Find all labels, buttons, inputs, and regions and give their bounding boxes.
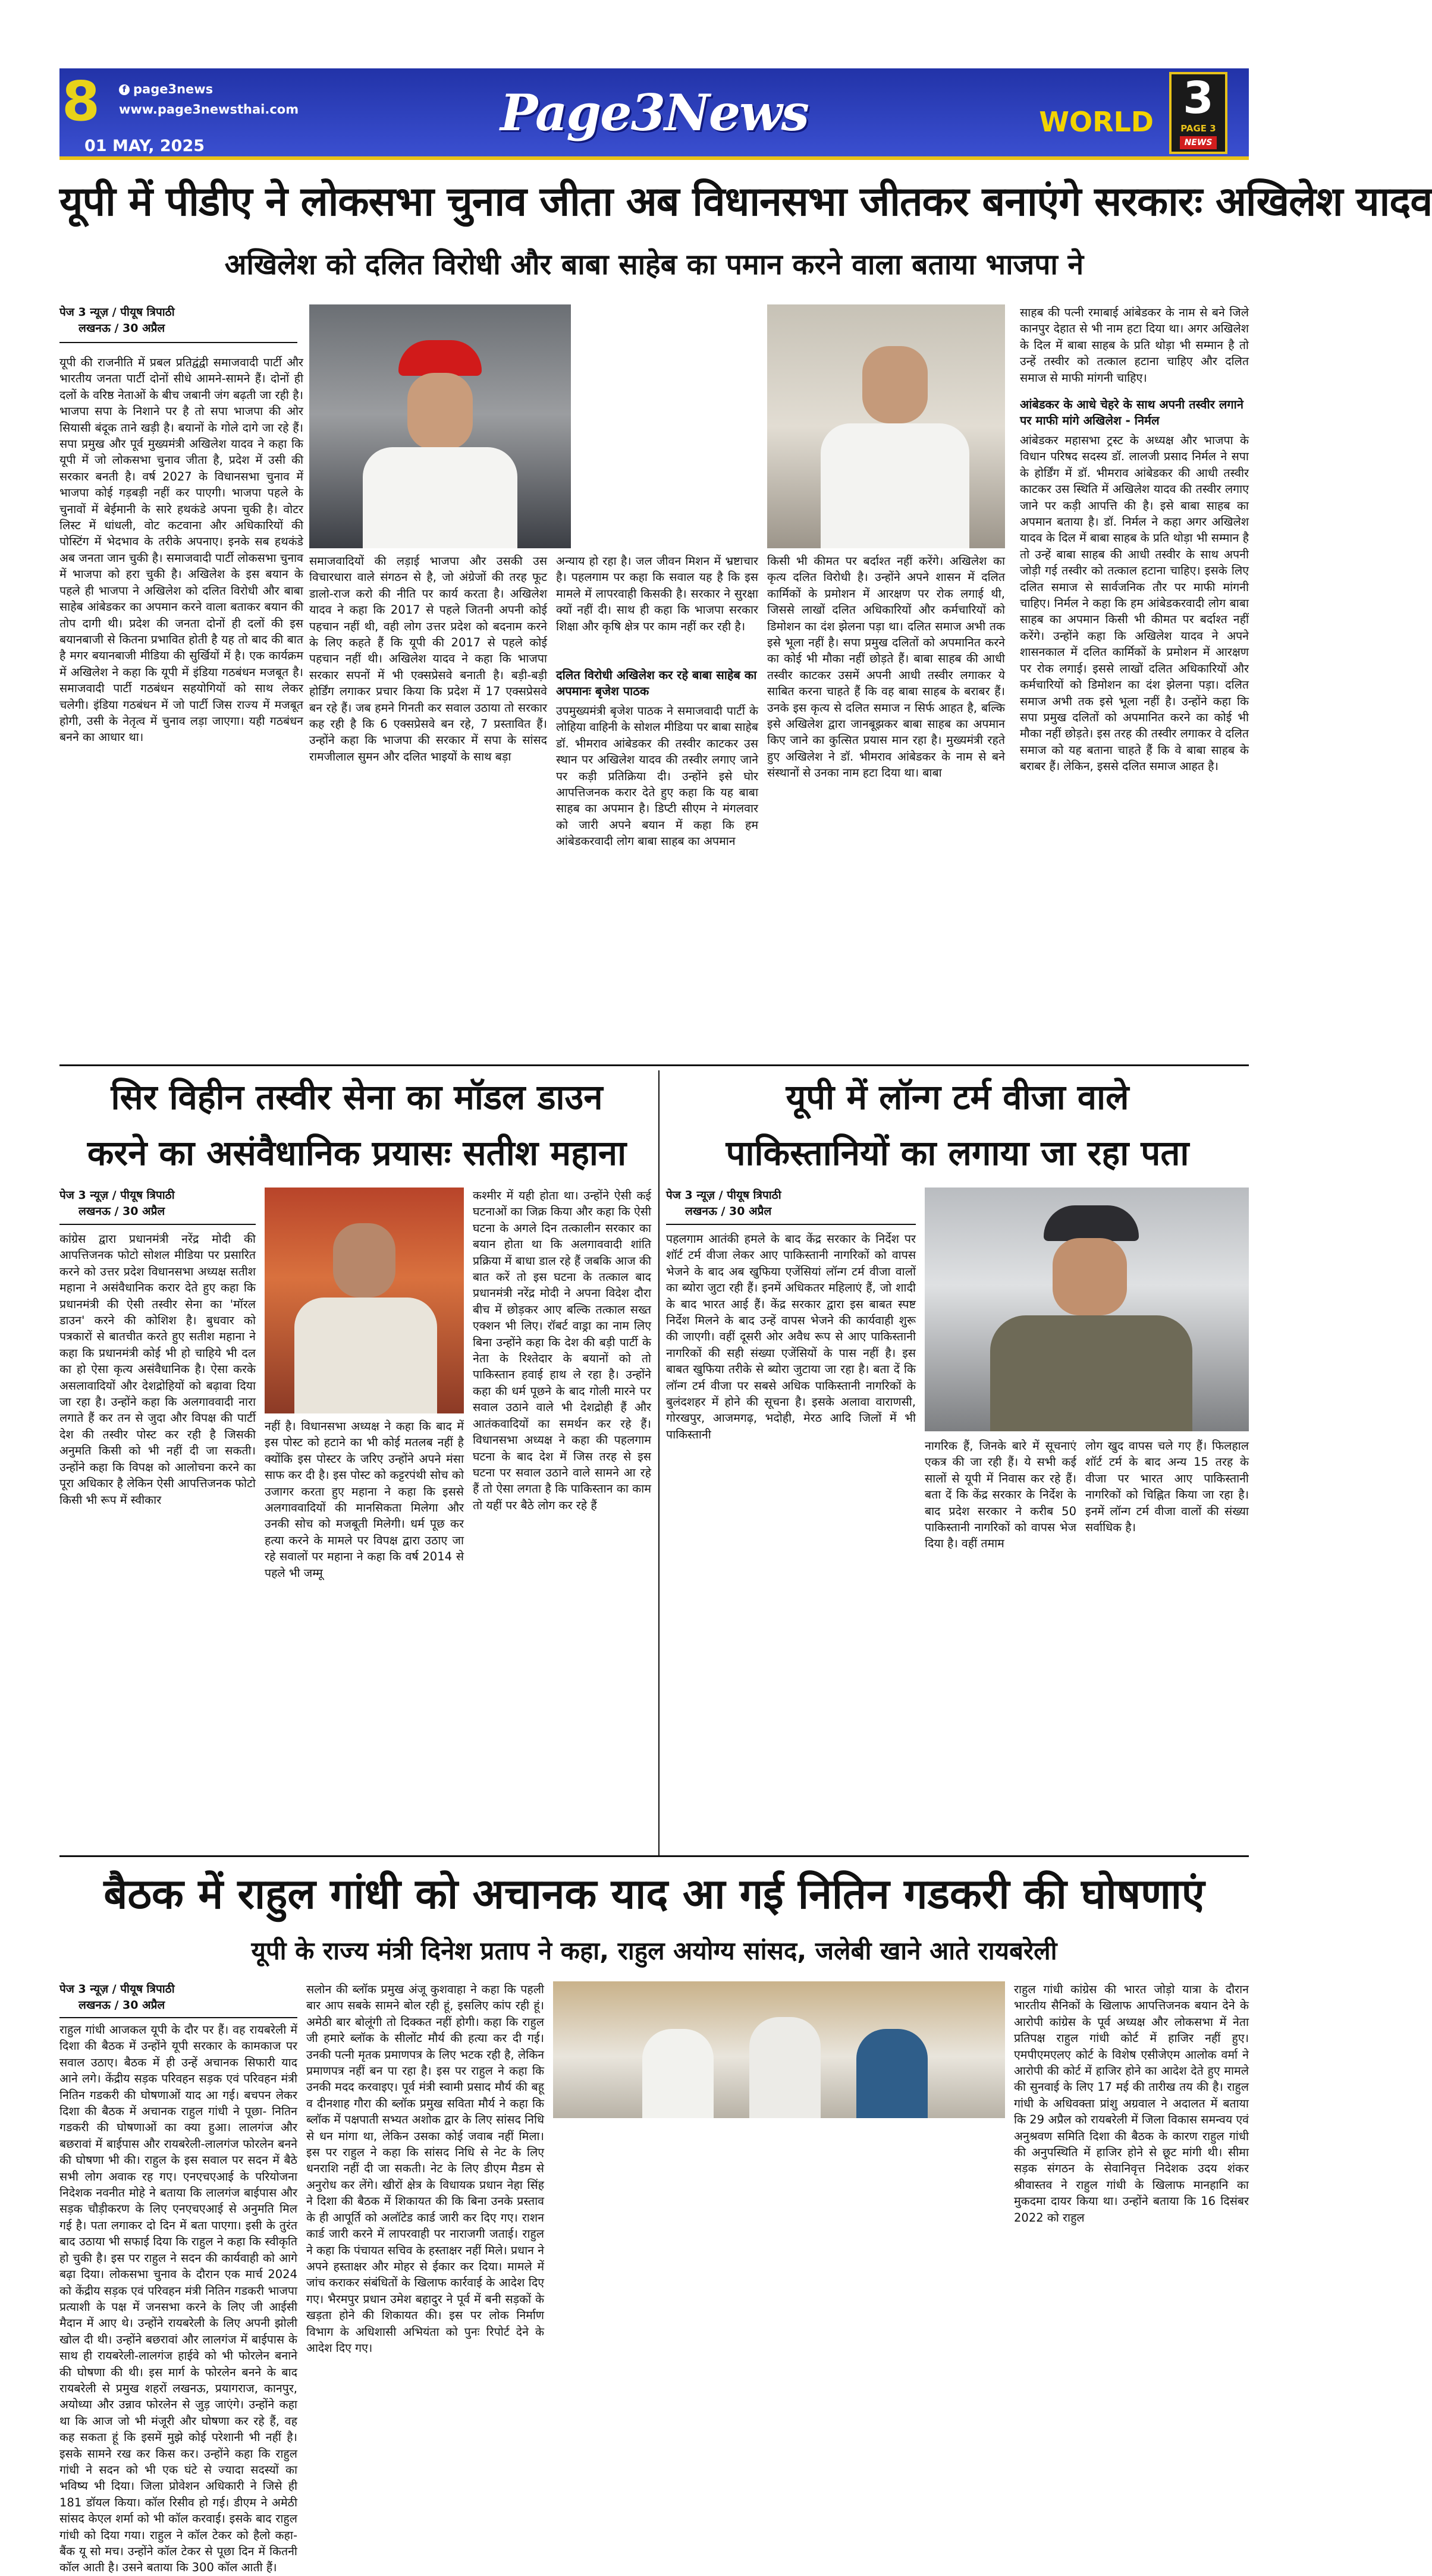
photo-body — [294, 1298, 437, 1413]
story2-column-3: कश्मीर में यही होता था। उन्होंने ऐसी कई घटनाओं का जिक्र किया और कहा कि ऐसी घटना के अगले दिन तत्कालीन सरकार का बयान होता था कि अलगाववादी शांति प्रक्रिया में बाधा डाल रहे हैं जबकि आज की बात करें तो इस घटना के तत्काल बाद प्रधानमंत्री नरेंद्र मोदी ने अपना विदेश दौरा बीच में छोड़कर आए बल्कि तत्काल सख्त एक्शन भी लिए। रॉबर्ट वाड्रा का नाम लिए बिना उन्होंने कहा कि देश की बड़ी पार्टी के नेता के रिश्तेदार के बयानों को तो पाकिस्तान हवाई हाथ ले रहा है। उन्होंने कहा की धर्म पूछने के बाद गोली मारने पर सवाल उठाने वाले भी देशद्रोही हैं और आतंकवादियों का समर्थन कर रहे हैं। विधानसभा अध्यक्ष ने कहा की पहलगाम घटना के बाद देश में जिस तरह से इस घटना पर सवाल उठाने वाले सामने आ रहे हैं तो ऐसा लगता है कि पाकिस्तान का काम तो यहीं पर बैठे लोग कर रहे हैं — [473, 1189, 651, 1512]
story1-subheadline: अखिलेश को दलित विरोधी और बाबा साहेब का पमान करने वाला बताया भाजपा ने — [224, 248, 1084, 281]
story4-subheadline: यूपी के राज्य मंत्री दिनेश प्रताप ने कहा, राहुल अयोग्य सांसद, जलेबी खाने आते रायबरेली — [251, 1936, 1057, 1965]
photo-figure — [749, 2017, 821, 2118]
newspaper-logo: Page3News — [500, 83, 808, 142]
story1-column-3-subhead: दलित विरोधी अखिलेश कर रहे बाबा साहेब का अपमानः बृजेश पाठक — [556, 668, 757, 698]
badge-page-text: PAGE 3 — [1180, 123, 1216, 134]
photo-face — [407, 373, 473, 450]
photo-figure — [856, 2029, 928, 2118]
satish-mahana-photo — [265, 1188, 464, 1413]
story1-byline-dateline: लखनऊ / 30 अप्रैल — [78, 322, 165, 335]
story1-byline-agency: पेज 3 न्यूज़ / पीयूष त्रिपाठी — [59, 306, 175, 319]
page-number: 8 — [62, 70, 101, 133]
story4-byline — [59, 1981, 309, 2017]
story2-byline-rule — [59, 1224, 256, 1225]
story4-headline: बैठक में राहुल गांधी को अचानक याद आ गई नितिन गडकरी की घोषणाएं — [103, 1870, 1205, 1918]
story1-column-4: किसी भी कीमत पर बर्दाश्त नहीं करेंगे। अखिलेश का कृत्य दलित विरोधी है। उन्होंने अपने शासन में दलित कार्मिकों के प्रमोशन में आरक्षण पर रोक लगाई थी, जिससे लाखों दलित अधिकारियों और कर्मचारियों को डिमोशन का दंश झेलना पड़ा था। दलित समाज अभी तक इसे भूला नहीं है। सपा प्रमुख दलितों को अपमानित करने का कोई भी मौका नहीं छोड़ते हैं। बाबा साहब की आधी तस्वीर काटकर उसमें अपनी आधी तस्वीर लगाकर ये साबित करना चाहते हैं कि वह बाबा साहब के बराबर हैं। उनके इस कृत्य से दलित समाज न सिर्फ आहत है, बल्कि इसे अखिलेश द्वारा जानबूझकर बाबा साहब का अपमान किए जाने का कुत्सित प्रयास मान रहा है। मुख्यमंत्री रहते हुए अखिलेश ने डॉ. भीमराव आंबेडकर के नाम से बने संस्थानों से उनका नाम हटा दिया था। बाबा — [767, 554, 1005, 780]
story4-byline-dateline: लखनऊ / 30 अप्रैल — [78, 1999, 165, 2012]
story1-column-3b: उपमुख्यमंत्री बृजेश पाठक ने समाजवादी पार्टी के लोहिया वाहिनी के सोशल मीडिया पर बाबा साहेब डॉ. भीमराव आंबेडकर की तस्वीर काटकर उस स्थान पर अखिलेश यादव की तस्वीर लगाए जाने पर कड़ी प्रतिक्रिया दी। उन्होंने इसे घोर आपत्तिजनक करार देते हुए कहा कि यह बाबा साहब का अपमान है। डिप्टी सीएम ने मंगलवार को जारी अपने बयान में कहा कि हम आंबेडकरवादी लोग बाबा साहब का अपमान — [556, 704, 758, 849]
story1-column-5b: आंबेडकर महासभा ट्रस्ट के अध्यक्ष और भाजपा के विधान परिषद सदस्य डॉ. लालजी प्रसाद निर्मल ने सपा के होर्डिंग में डॉ. भीमराव आंबेडकर की आधी तस्वीर काटकर उस स्थिति में अखिलेश यादव की तस्वीर लगाए जाने पर कड़ी आपत्ति की है। इसे बाबा साहब का अपमान बताया है। डॉ. निर्मल ने कहा अगर अखिलेश यादव के दिल में बाबा साहब के प्रति थोड़ा भी सम्मान है तो उन्हें बाबा साहब की आधी तस्वीर के साथ अपनी जोड़ी गई तस्वीर को तत्काल हटाना चाहिए। इसके लिए दलित समाज से सार्वजनिक तौर पर माफी मांगनी चाहिए। निर्मल ने कहा कि हम आंबेडकरवादी लोग बाबा साहब का अपमान किसी भी कीमत पर बर्दाश्त नहीं करेंगे। उन्होंने कहा कि अखिलेश यादव ने अपने शासनकाल में दलित कार्मिकों के प्रमोशन में आरक्षण पर रोक लगाई। इससे लाखों दलित अधिकारियों और कर्मचारियों को डिमोशन का दंश झेलना पड़ा। दलित समाज अभी तक इसे भूला नहीं है। उन्होंने कहा कि सपा प्रमुख दलितों को अपमानित करने का कोई भी मौका नहीं छोड़ते। इस तरह की तस्वीर लगाकर वे दलित समाज को यह बताना चाहते हैं कि वे बाबा साहब के बराबर हैं। लेकिन, इससे दलित समाज आहत है। — [1020, 433, 1249, 774]
social-handle — [119, 80, 274, 98]
story3-byline — [666, 1188, 928, 1223]
facebook-icon: f — [119, 84, 130, 95]
story1-column-5-subhead: आंबेडकर के आधे चेहरे के साथ अपनी तस्वीर लगाने पर माफी मांगे अखिलेश - निर्मल — [1020, 397, 1243, 428]
story4-column-1: राहुल गांधी आजकल यूपी के दौर पर हैं। वह रायबरेली में दिशा की बैठक में उन्होंने यूपी सरकार के कामकाज पर सवाल उठाए। बैठक में ही उन्हें अचानक सिफारी याद आने लगे। केंद्रीय सड़क परिवहन सड़क एवं परिवहन मंत्री नितिन गडकरी की घोषणाओं याद आ गई। बचपन लेकर दिशा की बैठक में अचानक राहुल गांधी ने पूछा- नितिन गडकरी की घोषणाओं का क्या हुआ। लालगंज और बछरावां में बाईपास और रायबरेली-लालगंज फोरलेन बनने की घोषणा भी की। राहुल के इस सवाल पर सदन में बैठे सभी लोग अवाक रह गए। एनएचएआई के परियोजना निदेशक नवनीत मोहे ने बताया कि लालगंज बाईपास और सड़क चौड़ीकरण के लिए एनएचएआई से अनुमति मिल गई है। पता लगाकर दो दिन में बता पाएगा। इसी के तुरंत बाद उठाया भी सफाई दिया कि राहुल ने कहा कि स्वीकृति हो चुकी है। इस पर राहुल ने सदन की कार्यवाही को आगे बढ़ा दिया। लोकसभा चुनाव के दौरान एक मार्च 2024 को केंद्रीय सड़क एवं परिवहन मंत्री नितिन गडकरी भाजपा प्रत्याशी के पक्ष में जनसभा करने के लिए जी आईसी मैदान में आए थे। उन्होंने रायबरेली के लिए अपनी झोली खोल दी थी। उन्होंने बछरावां और लालगंज में बाईपास के साथ ही रायबरेली-लालगंज हाईवे को भी फोरलेन बनाने की घोषणा की थी। इस मार्ग के फोरलेन बनने के बाद रायबरेली से प्रमुख शहरों लखनऊ, प्रयागराज, कानपुर, अयोध्या और उन्नाव फोरलेन से जुड़ जाएंगे। उन्होंने कहा था कि आज जो भी मंजूरी और घोषणा कर रहे हैं, वह कह सकता हूं कि इसमें मुझे कोई परेशानी भी नहीं है। इसके सामने रख कर किस कर। उन्होंने कहा कि राहुल गांधी ने सदन को भी एक घंटे से ज्यादा सदस्यों का भविष्य भी दिया। जिला प्रोवेशन अधिकारी ने जिसे ही 181 डॉयल किया। कॉल रिसीव हो गई। डीएम ने अमेठी सांसद केएल शर्मा को भी कॉल करवाई। इसके बाद राहुल गांधी को दिया गया। राहुल ने कॉल टेकर को हैलो कहा-बैंक यू सो मच। उन्होंने कॉल टेकर से पूछा दिन में कितनी कॉल आती है। उसने बताया कि 300 कॉल आती हैं। — [59, 2023, 297, 2575]
story-divider-vertical — [658, 1070, 660, 1855]
story1-bottom-rule — [59, 1064, 1249, 1066]
photo-red-cap — [398, 340, 482, 376]
story3-column-1: पहलगाम आतंकी हमले के बाद केंद्र सरकार के निर्देश पर शॉर्ट टर्म वीजा लेकर आए पाकिस्तानी नागरिकों को वापस भेजने के बाद अब खुफिया एजेंसियां लॉन्ग टर्म वीजा वालों का ब्योरा जुटा रही हैं। इनमें अधिकतर महिलाएं हैं, जो शादी के बाद भारत आई हैं। केंद्र सरकार द्वारा इस बाबत स्पष्ट निर्देश मिलने के बाद उन्हें वापस भेजने की कार्यवाही शुरू की जाएगी। वहीं दूसरी ओर अवैध रूप से आए पाकिस्तानी नागरिकों की सही संख्या एजेंसियों के पास नहीं है। इस बाबत खुफिया तरीके से ब्योरा जुटाया जा रहा है। बता दें कि लॉन्ग टर्म वीजा पर सबसे अधिक पाकिस्तानी नागरिकों के बुलंदशहर में होने की सूचना है। इसके अलावा वाराणसी, गोरखपुर, आजमगढ़, भदोही, मेरठ आदि जिलों में भी पाकिस्तानी — [666, 1232, 916, 1441]
story3-headline-line2: पाकिस्तानियों का लगाया जा रहा पता — [726, 1133, 1189, 1173]
photo-figure — [642, 2029, 714, 2118]
story1-column-3a: अन्याय हो रहा है। जल जीवन मिशन में भ्रष्टाचार है। पहलगाम पर कहा कि सवाल यह है कि इस मामले में लापरवाही किसकी है। सरकार ने सुरक्षा क्यों नहीं दी। साथ ही कहा कि भाजपा सरकार शिक्षा और कृषि क्षेत्र पर काम नहीं कर रही है। — [556, 554, 758, 633]
story4-byline-rule — [59, 2017, 297, 2018]
story2-column-1: कांग्रेस द्वारा प्रधानमंत्री नरेंद्र मोदी की आपत्तिजनक फोटो सोशल मीडिया पर प्रसारित करने को उत्तर प्रदेश विधानसभा अध्यक्ष सतीश महाना ने असंवैधानिक करार देते हुए कहा कि प्रधानमंत्री की ऐसी तस्वीर सेना का 'मॉरल डाउन' करने की कोशिश है। बुधवार को पत्रकारों से बातचीत करते हुए सतीश महाना ने कहा कि प्रधानमंत्री कोई भी हो चाहिये भी दल का हो ऐसा कृत्य असंवैधानिक है। ऐसा करके असलावादियों और देशद्रोहियों को बढ़ावा दिया जा रहा है। उन्होंने कहा कि अलगाववादी नारा लगाते हैं कर तन से जुदा और विपक्ष की पार्टी देश की तस्वीर पोस्ट कर रही है जिसकी अनुमति किसी को भी नहीं दी जा सकती। उन्होंने कहा कि विपक्ष को आलोचना करने का पूरा अधिकार है लेकिन ऐसी आपत्तिजनक फोटो किसी भी रूप में स्वीकार — [59, 1232, 256, 1507]
story3-byline-dateline: लखनऊ / 30 अप्रैल — [685, 1205, 772, 1218]
photo-cap — [1044, 1205, 1139, 1241]
story2-headline-line2: करने का असंवैधानिक प्रयासः सतीश महाना — [87, 1133, 627, 1173]
masthead-bottom-rule — [59, 156, 1249, 160]
story3-byline-rule — [666, 1224, 916, 1225]
story2-headline-line1: सिर विहीन तस्वीर सेना का मॉडल डाउन — [111, 1077, 603, 1117]
photo-face — [1053, 1238, 1127, 1315]
photo-face — [333, 1223, 395, 1298]
akhilesh-yadav-photo — [309, 304, 571, 548]
social-handle-text: page3news — [133, 82, 213, 96]
story2-byline — [59, 1188, 262, 1223]
story1-column-5a: साहब की पत्नी रमाबाई आंबेडकर के नाम से बने जिले कानपुर देहात से भी नाम हटा दिया था। अगर अखिलेश के दिल में बाबा साहब के प्रति थोड़ा भी सम्मान है तो उन्हें तस्वीर को तत्काल हटाना चाहिए और दलित समाज से माफी मांगनी चाहिए। — [1020, 306, 1249, 385]
story3-byline-agency: पेज 3 न्यूज़ / पीयूष त्रिपाठी — [666, 1189, 781, 1202]
story3-headline-line1: यूपी में लॉन्ग टर्म वीजा वाले — [786, 1077, 1129, 1117]
photo-body — [821, 423, 969, 548]
story1-byline — [59, 304, 309, 340]
story1-column-1: यूपी की राजनीति में प्रबल प्रतिद्वंद्वी समाजवादी पार्टी और भारतीय जनता पार्टी दोनों सीधे आमने-सामने हैं। दोनों ही दलों के वरिष्ठ नेताओं के बीच जबानी जंग बढ़ती जा रही है। भाजपा सपा के निशाने पर है तो सपा भाजपा की ओर सियासी बंदूक ताने खड़ी है। बयानों के गोले दागे जा रहे हैं। सपा प्रमुख और पूर्व मुख्यमंत्री अखिलेश यादव ने कहा कि यूपी में जो लोकसभा चुनाव जीता है, प्रदेश में उसी की सरकार बनती है। वर्ष 2027 के विधानसभा चुनाव में भाजपा कोई गड़बड़ी नहीं कर पाएगी। भाजपा पहले के चुनावों में बेईमानी के सारे हथकंडे अपना चुकी है। वोटर लिस्ट में धांधली, वोट कटवाना और अधिकारियों की पोस्टिंग में भेदभाव के तरीके अपनाए। इनके सब हथकंडे अब जनता जान चुकी है। समाजवादी पार्टी लोकसभा चुनाव में भाजपा को हरा चुकी है। अखिलेश के इस बयान के पहले ही भाजपा ने अखिलेश को दलित विरोधी और बाबा साहेब आंबेडकर का अपमान करने वाला बताकर बयान की तोप दागी थी। प्रदेश की जनता दोनों ही दलों की इस बयानबाजी से कितना प्रभावित होती है यह तो बाद की बात है मगर बयानबाजी मीडिया की सुर्खियों में है। एक कार्यक्रम में अखिलेश ने कहा कि यूपी में इंडिया गठबंधन मजबूत है। समाजवादी पार्टी गठबंधन सहयोगियों को साथ लेकर चलेगी। इंडिया गठबंधन में जो पार्टी जिस राज्य में मजबूत होगी, उसी के नेतृत्व में चुनाव लड़ा जाएगा। यही गठबंधन बनने का आधार था। — [59, 356, 303, 744]
masthead — [59, 68, 1249, 164]
page3-news-badge — [1169, 72, 1227, 154]
police-officer-photo — [925, 1188, 1249, 1431]
story1-byline-rule — [59, 342, 297, 343]
story2-3-bottom-rule — [59, 1855, 1249, 1857]
story3-column-2: नागरिक हैं, जिनके बारे में सूचनाएं एकत्र की जा रही हैं। ये सभी कई सालों से यूपी में निवास कर रहे हैं। बता दें कि केंद्र सरकार के निर्देश के बाद प्रदेश सरकार ने करीब 50 पाकिस्तानी नागरिकों को वापस भेज दिया है। वहीं तमाम — [925, 1439, 1076, 1551]
section-label: WORLD — [1039, 106, 1154, 138]
story2-byline-dateline: लखनऊ / 30 अप्रैल — [78, 1205, 165, 1218]
badge-number: 3 — [1183, 73, 1214, 124]
story4-byline-agency: पेज 3 न्यूज़ / पीयूष त्रिपाठी — [59, 1983, 175, 1996]
photo-body — [990, 1315, 1192, 1431]
story2-column-2: नहीं है। विधानसभा अध्यक्ष ने कहा कि बाद में इस पोस्ट को हटाने का भी कोई मतलब नहीं है क्योंकि इस पोस्टर के जरिए उन्होंने अपने मंसा साफ कर दी है। इस पोस्ट को कट्टरपंथी सोच को उजागर करता हुए महाना ने कहा कि इससे अलगाववादियों की मानसिकता मिलेगा और उनकी सोच को मजबूती मिलेगी। धर्म पूछ कर हत्या करने के मामले पर विपक्ष द्वारा उठाए जा रहे सवालों पर महाना ने कहा कि वर्ष 2014 से पहले भी जम्मू — [265, 1419, 464, 1580]
website-url: www.page3newsthai.com — [119, 102, 299, 117]
issue-date: 01 MAY, 2025 — [84, 137, 205, 155]
story4-column-5: राहुल गांधी कांग्रेस की भारत जोड़ो यात्रा के दौरान भारतीय सैनिकों के खिलाफ आपत्तिजनक बयान देने के आरोपी कांग्रेस के पूर्व अध्यक्ष और लोकसभा में नेता प्रतिपक्ष राहुल गांधी कोर्ट में हाजिर नहीं हुए। एमपीएमएलए कोर्ट के विशेष एसीजेएम आलोक वर्मा ने आरोपी की कोर्ट में हाजिर होने का आदेश देते हुए मामले की सुनवाई के लिए 17 मई की तारीख तय की है। राहुल गांधी के अधिवक्ता प्रांशु अग्रवाल ने अदालत में बताया कि 29 अप्रैल को रायबरेली में जिला विकास समन्वय एवं अनुश्रवण समिति दिशा की बैठक के कारण राहुल गांधी की अनुपस्थिति में हाजिर होने से छूट मांगी थी। सीमा सड़क संगठन के सेवानिवृत्त निदेशक उदय शंकर श्रीवास्तव ने राहुल गांधी के खिलाफ मानहानि का मुकदमा दायर किया था। उन्होंने बताया कि 16 दिसंबर 2022 को राहुल — [1014, 1983, 1249, 2225]
story2-byline-agency: पेज 3 न्यूज़ / पीयूष त्रिपाठी — [59, 1189, 175, 1202]
photo-body — [363, 447, 517, 548]
brajesh-pathak-photo — [767, 304, 1005, 548]
badge-news-text: NEWS — [1180, 136, 1217, 149]
story3-column-3: लोग खुद वापस चले गए हैं। फिलहाल शॉर्ट टर्म के बाद अन्य 15 तरह के वीजा पर भारत आए पाकिस्तानी नागरिकों को चिह्नित किया जा रहा है। इनमें लॉन्ग टर्म वीजा वालों की संख्या सर्वाधिक है। — [1085, 1439, 1249, 1535]
disha-meeting-photo — [553, 1981, 1005, 2118]
story1-headline: यूपी में पीडीए ने लोकसभा चुनाव जीता अब विधानसभा जीतकर बनाएंगे सरकारः अखिलेश यादव — [59, 178, 1432, 225]
story4-column-2a: सलोन की ब्लॉक प्रमुख अंजू कुशवाहा ने कहा कि पहली बार आप सबके सामने बोल रही हूं, इसलिए कांप रही हूं। अमेठी बार बोलूंगी तो दिक्कत नहीं होगी। कहा कि राहुल जी हमारे ब्लॉक के सीलोंट मौर्य की हत्या कर दी गई। उनकी पत्नी मृतक प्रमाणपत्र के लिए भटक रही है, लेकिन प्रमाणपत्र नहीं बन पा रहा है। इस पर राहुल ने कहा कि उनकी मदद करवाइए। पूर्व मंत्री स्वामी प्रसाद मौर्य की बहू व दीनशाह गौरा की ब्लॉक प्रमुख सविता मौर्य ने कहा कि ब्लॉक में पक्षपाती सभ्यत अशोक द्वार के लिए सांसद निधि से धन मांगा था, लेकिन उसका कोई जवाब नहीं मिला। इस पर राहुल ने कहा कि सांसद निधि से नेट के लिए धनराशि नहीं दी जा सकती। नेट के लिए डीएम मैडम से अनुरोध कर लेंगे। खीरों क्षेत्र के विधायक प्रधान नेहा सिंह ने दिशा की बैठक में शिकायत की कि बिना उनके प्रस्ताव के ही आपूर्ति को अलॉटेड कार्ड जारी कर दिए गए। राशन कार्ड जारी करने में लापरवाही पर नाराजगी जताई। राहुल ने कहा कि पंचायत सचिव के हस्ताक्षर नहीं मिले। प्रधान ने अपने हस्ताक्षर और मोहर से ईकार कर दिया। मामले में जांच कराकर संबंधितों के खिलाफ कार्रवाई के आदेश दिए गए। भैरमपुर प्रधान उमेश बहादुर ने पूर्व में बनी सड़कों के खड़ता होने की शिकायत की। इस पर लोक निर्माण विभाग के अधिशासी अभियंता को पुनः रिपोर्ट देने के आदेश दिए गए। — [306, 1983, 544, 2355]
story1-column-2: समाजवादियों की लड़ाई भाजपा और उसकी उस विचारधारा वाले संगठन से है, जो अंग्रेजों की तरह फूट डालो-राज करो की नीति पर कार्य करता है। अखिलेश यादव ने कहा कि 2017 से पहले जितनी अपनी कोई पहचान नहीं थी, वही लोग उत्तर प्रदेश को बदनाम करने के लिए कहते हैं कि यूपी की 2017 से पहले कोई पहचान नहीं थी। अखिलेश यादव ने कहा कि भाजपा सरकार सपनों में भी एक्सप्रेसवे बनाती है। बड़ी-बड़ी होर्डिंग लगाकर प्रचार किया कि प्रदेश में 17 एक्सप्रेसवे बन रहे हैं। जब हमने गिनती कर सवाल उठाया तो सरकार कह रही है कि 6 एक्सप्रेसवे बन रहे, 7 प्रस्तावित हैं। उन्होंने कहा कि भाजपा की सरकार में सपा के सांसद रामजीलाल सुमन और दलित भाइयों के साथ बड़ा — [309, 554, 547, 764]
photo-face — [862, 346, 928, 423]
